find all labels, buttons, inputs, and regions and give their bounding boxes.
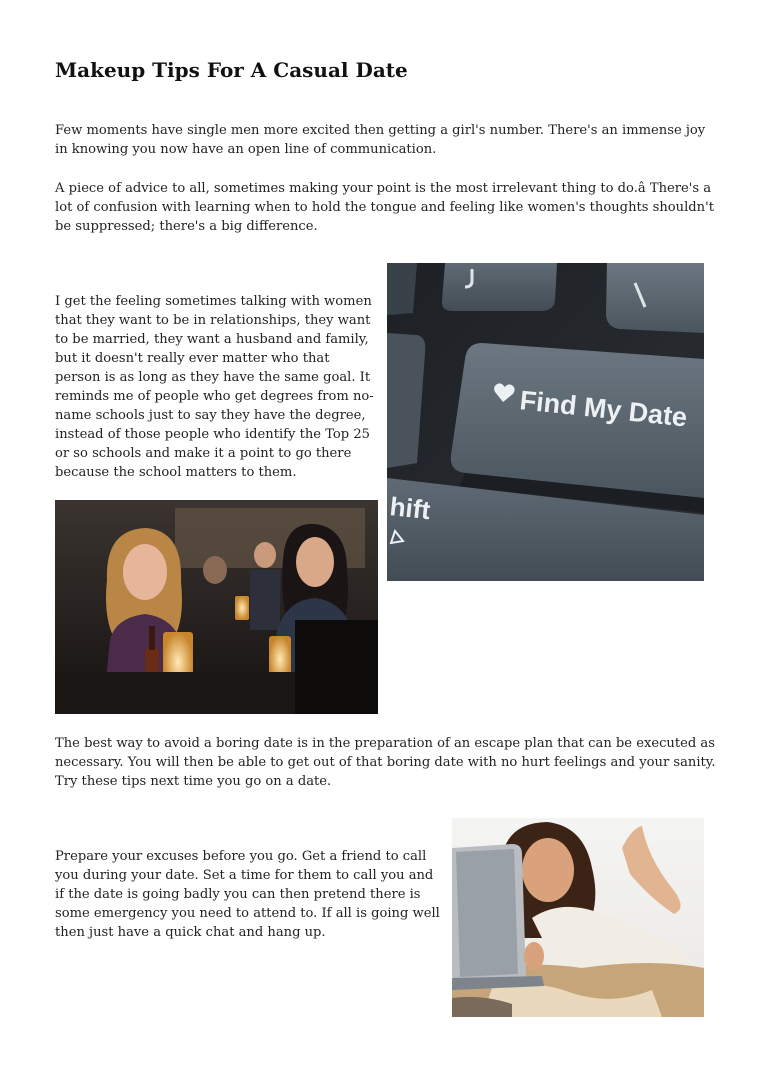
paragraph-advice: A piece of advice to all, sometimes making your point is the most irrelevant thing to do.â There's a lot of confusion with learning when to hold the tongue and feeling like women's thoughts shouldn't be suppressed; there's a big difference. <box>55 181 714 234</box>
page-title: Makeup Tips For A Casual Date <box>55 58 408 82</box>
paragraph-relationships: I get the feeling sometimes talking with women that they want to be in relationships, they want to be married, they want a husband and family, but it doesn't really ever matter who that person is as long as they have the same goal. It reminds me of people who get degrees from no-name schools just to say they have the degree, instead of those people who identify the Top 25 or so schools and make it a point to go there because the school matters to them. <box>55 294 374 480</box>
paragraph-excuses: Prepare your excuses before you go. Get a friend to call you during your date. Set a time for them to call you and if the date is going badly you can then pretend there is some emergency you need to attend to. If all is going well then just have a quick chat and hang up. <box>55 849 440 940</box>
paragraph-intro: Few moments have single men more excited then getting a girl's number. There's an immense joy in knowing you now have an open line of communication. <box>55 123 706 157</box>
key-label: Find My Date <box>518 385 689 433</box>
restaurant-date-photo <box>55 500 378 714</box>
keyboard-find-my-date-photo <box>387 263 704 581</box>
paragraph-escape-plan: The best way to avoid a boring date is in the preparation of an escape plan that can be executed as necessary. You will then be able to get out of that boring date with no hurt feelings and your sanity. Try these tips next time you go on a date. <box>55 736 716 789</box>
woman-with-laptop-photo <box>452 818 704 1017</box>
shift-key-label: hift <box>388 491 432 526</box>
